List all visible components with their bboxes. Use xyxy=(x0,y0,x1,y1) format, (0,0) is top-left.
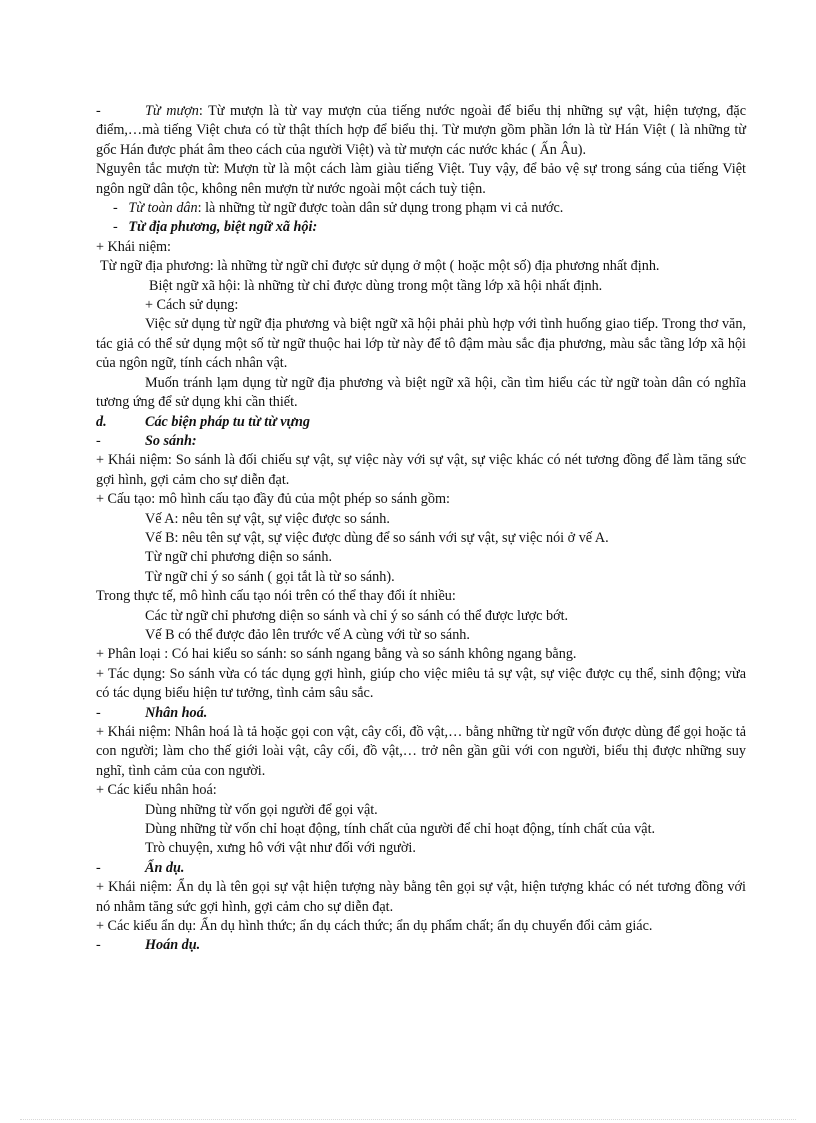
heading-tu-dia-phuong xyxy=(96,218,746,237)
list-item-y-so-sanh: Từ ngữ chỉ ý so sánh ( gọi tắt là từ so sánh). xyxy=(145,568,395,585)
section-heading-bien-phap-tu-tu xyxy=(96,413,746,432)
document-body xyxy=(96,102,746,956)
bullet-dash: - xyxy=(113,219,118,236)
term-so-sanh: So sánh: xyxy=(145,432,197,449)
cach-su-dung-heading: + Cách sử dụng: xyxy=(145,297,239,314)
list-item-hoat-dong: Dùng những từ vốn chỉ hoạt động, tính chất của người để chỉ hoạt động, tính chất của vật. xyxy=(145,821,656,838)
paragraph-nhan-hoa-khai-niem: + Khái niệm: Nhân hoá là tả hoặc gọi con vật, cây cối, đồ vật,… bằng những từ ngữ vốn được dùng để gọi hoặc tả con người; làm cho thế giới loài vật, cây cối, đồ vật,… trở nên gần gũi với con người, biểu thị được những suy nghĩ, tình cảm của con người. xyxy=(96,724,746,779)
bullet-dash: - xyxy=(96,704,101,721)
bullet-dash: - xyxy=(113,200,118,217)
section-title: Các biện pháp tu từ từ vựng xyxy=(145,413,311,430)
paragraph-so-sanh-khai-niem: + Khái niệm: So sánh là đối chiếu sự vật, sự việc này với sự vật, sự việc khác có nét tương đồng để làm tăng sức gợi hình, gợi cảm cho sự diễn đạt. xyxy=(96,452,746,488)
term-tu-muon: Từ mượn xyxy=(145,103,199,119)
term-an-du: Ẩn dụ. xyxy=(145,859,185,876)
heading-nhan-hoa xyxy=(96,704,746,723)
bullet-dash: - xyxy=(96,859,101,876)
page-bottom-divider xyxy=(20,1119,796,1120)
paragraph-so-sanh-cau-tao: + Cấu tạo: mô hình cấu tạo đầy đủ của một phép so sánh gồm: xyxy=(96,491,450,508)
term-tu-toan-dan: Từ toàn dân xyxy=(128,200,198,217)
section-label: d. xyxy=(96,413,107,430)
list-item-luoc-bot: Các từ ngữ chỉ phương diện so sánh và chỉ ý so sánh có thể được lược bớt. xyxy=(145,607,569,624)
definition-tu-muon: : Từ mượn là từ vay mượn của tiếng nước ngoài để biểu thị những sự vật, hiện tượng, đặc điểm,…mà tiếng Việt chưa có từ thật thích hợp để biểu thị. Từ mượn gồm phần lớn là từ Hán Việt ( là những từ gốc Hán được phát âm theo cách của người Việt) và từ mượn các nước khác ( Ấn Âu). xyxy=(96,103,746,158)
paragraph-tu-muon xyxy=(96,102,746,160)
term-nhan-hoa: Nhân hoá. xyxy=(145,704,208,721)
definition-biet-ngu-xa-hoi: Biệt ngữ xã hội: là những từ chỉ được dùng trong một tầng lớp xã hội nhất định. xyxy=(149,277,603,294)
paragraph-an-du-khai-niem: + Khái niệm: Ẩn dụ là tên gọi sự vật hiện tượng này bằng tên gọi sự vật, hiện tượng khác có nét tương đồng với nó nhằm tăng sức gợi hình, gợi cảm cho sự diễn đạt. xyxy=(96,879,746,915)
list-item-goi-vat: Dùng những từ vốn gọi người để gọi vật. xyxy=(145,801,378,818)
bullet-dash: - xyxy=(96,937,101,954)
heading-so-sanh xyxy=(96,432,746,451)
list-item-tro-chuyen: Trò chuyện, xưng hô với vật như đối với người. xyxy=(145,840,416,857)
definition-tu-toan-dan: : là những từ ngữ được toàn dân sử dụng trong phạm vi cả nước. xyxy=(197,200,564,217)
paragraph-tu-toan-dan xyxy=(96,199,746,218)
definition-tu-ngu-dia-phuong: Từ ngữ địa phương: là những từ ngữ chỉ được sử dụng ở một ( hoặc một số) địa phương nhất định. xyxy=(100,258,660,275)
paragraph-cach-su-dung: Việc sử dụng từ ngữ địa phương và biệt ngữ xã hội phải phù hợp với tình huống giao tiếp. Trong thơ văn, tác giả có thể sử dụng một số từ ngữ thuộc hai lớp từ này để tô đậm màu sắc địa phương, màu sắc tầng lớp xã hội của ngôn ngữ, tính cách nhân vật. xyxy=(96,316,746,372)
khai-niem-heading: + Khái niệm: xyxy=(96,238,171,255)
term-hoan-du: Hoán dụ. xyxy=(145,937,201,954)
list-item-ve-a: Vế A: nêu tên sự vật, sự việc được so sánh. xyxy=(145,510,390,527)
paragraph-tranh-lam-dung: Muốn tránh lạm dụng từ ngữ địa phương và biệt ngữ xã hội, cần tìm hiểu các từ ngữ toàn dân có nghĩa tương ứng để sử dụng khi cần thiết. xyxy=(96,374,746,411)
paragraph-tac-dung: + Tác dụng: So sánh vừa có tác dụng gợi hình, giúp cho việc miêu tả sự vật, sự việc được cụ thể, sinh động; vừa có tác dụng biểu hiện tư tưởng, tình cảm sâu sắc. xyxy=(96,665,746,702)
heading-hoan-du xyxy=(96,936,746,955)
heading-an-du xyxy=(96,859,746,878)
paragraph-phan-loai: + Phân loại : Có hai kiểu so sánh: so sánh ngang bằng và so sánh không ngang bằng. xyxy=(96,646,577,663)
list-item-ve-b: Vế B: nêu tên sự vật, sự việc được dùng để so sánh với sự vật, sự việc nói ở vế A. xyxy=(145,529,609,546)
list-item-phuong-dien: Từ ngữ chỉ phương diện so sánh. xyxy=(145,549,333,566)
term-tu-dia-phuong: Từ địa phương, biệt ngữ xã hội: xyxy=(128,219,318,236)
paragraph-cac-kieu-nhan-hoa: + Các kiểu nhân hoá: xyxy=(96,782,217,799)
list-item-dao-len: Vế B có thể được đảo lên trước vế A cùng với từ so sánh. xyxy=(145,626,470,643)
paragraph-nguyen-tac-muon-tu: Nguyên tắc mượn từ: Mượn từ là một cách làm giàu tiếng Việt. Tuy vậy, để bảo vệ sự trong sáng của tiếng Việt ngôn ngữ dân tộc, không nên mượn từ nước ngoài một cách tuỳ tiện. xyxy=(96,161,746,197)
bullet-dash: - xyxy=(96,432,101,449)
bullet-dash: - xyxy=(96,103,101,119)
paragraph-thuc-te: Trong thực tế, mô hình cấu tạo nói trên có thể thay đổi ít nhiều: xyxy=(96,588,456,605)
paragraph-cac-kieu-an-du: + Các kiểu ẩn dụ: Ẩn dụ hình thức; ẩn dụ cách thức; ẩn dụ phẩm chất; ẩn dụ chuyển đổi cảm giác. xyxy=(96,918,653,935)
